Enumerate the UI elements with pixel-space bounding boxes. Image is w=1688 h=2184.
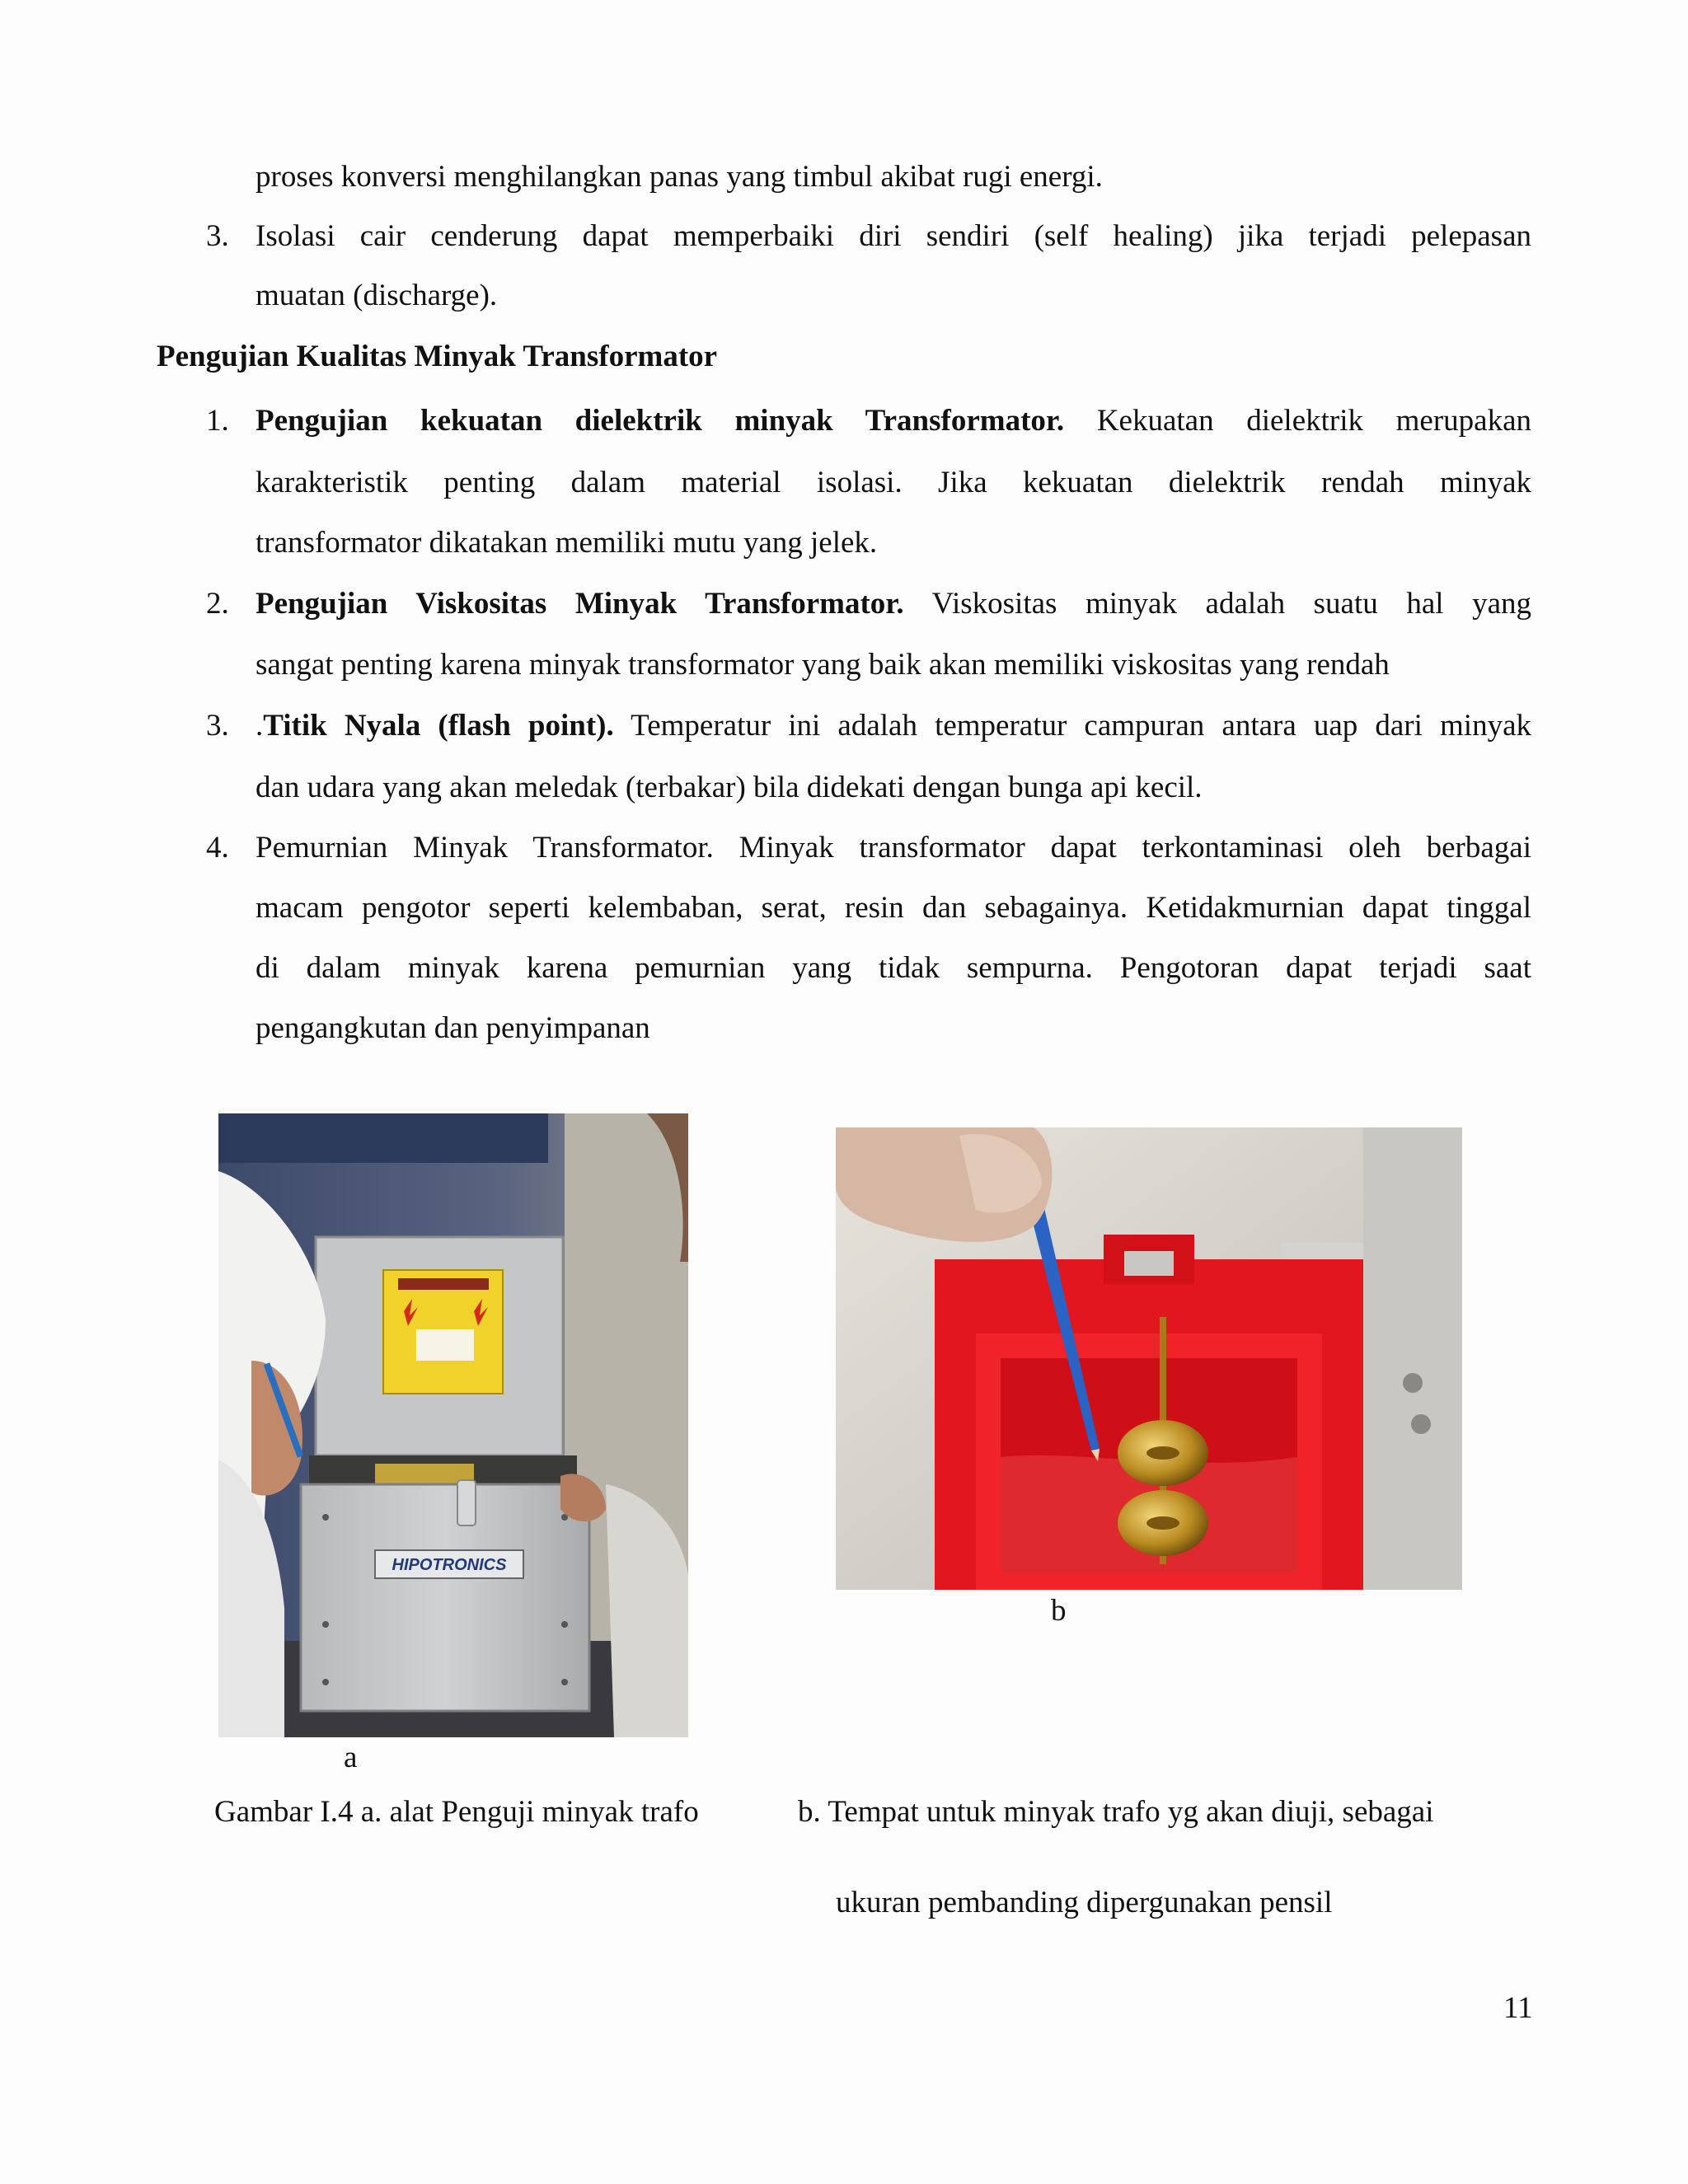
- figure-caption-b: b. Tempat untuk minyak trafo yg akan diuji, sebagai: [798, 1795, 1434, 1829]
- list-item-title: Pengujian Viskositas Minyak Transformator.: [256, 587, 904, 621]
- list-item-text: karakteristik penting dalam material isolasi. Jika kekuatan dielektrik rendah minyak: [256, 466, 1531, 499]
- figure-label-a: a: [344, 1741, 358, 1774]
- list-item-rest: Kekuatan dielektrik merupakan: [1064, 404, 1532, 438]
- section-heading: Pengujian Kualitas Minyak Transformator: [157, 340, 718, 373]
- page-number: 11: [1503, 1991, 1533, 2025]
- list-item-text: Isolasi cair cenderung dapat memperbaiki diri sendiri (self healing) jika terjadi pelepasan: [256, 219, 1531, 253]
- list-number: 1.: [206, 404, 229, 438]
- photo-oil-tester: [218, 1113, 688, 1737]
- list-number: 3.: [206, 219, 229, 253]
- list-item-text: di dalam minyak karena pemurnian yang tidak sempurna. Pengotoran dapat terjadi saat: [256, 951, 1531, 985]
- photo-oil-cup: [836, 1127, 1462, 1590]
- list-item-title: Titik Nyala (flash point).: [263, 709, 614, 743]
- oil-tester-illustration: [218, 1113, 688, 1737]
- list-item-text: Pemurnian Minyak Transformator. Minyak transformator dapat terkontaminasi oleh berbagai: [256, 831, 1531, 865]
- list-item-text: pengangkutan dan penyimpanan: [256, 1011, 650, 1045]
- list-item-text: muatan (discharge).: [256, 279, 498, 312]
- list-item-text: [256, 585, 1531, 623]
- list-number: 3.: [206, 709, 229, 743]
- list-item-text: macam pengotor seperti kelembaban, serat, resin dan sebagainya. Ketidakmurnian dapat tinggal: [256, 891, 1531, 925]
- list-item-text: transformator dikatakan memiliki mutu yang jelek.: [256, 526, 878, 560]
- list-number: 4.: [206, 831, 229, 865]
- brand-label: HIPOTRONICS: [392, 1556, 507, 1574]
- list-item-rest: Viskositas minyak adalah suatu hal yang: [903, 587, 1532, 621]
- list-item-text: [256, 402, 1531, 440]
- list-item-prefix: .: [256, 709, 264, 743]
- figure-caption-a: Gambar I.4 a. alat Penguji minyak trafo: [214, 1795, 699, 1829]
- list-item-text: sangat penting karena minyak transformator yang baik akan memiliki viskositas yang rendah: [256, 648, 1390, 682]
- list-item-title: Pengujian kekuatan dielektrik minyak Transformator.: [256, 404, 1065, 438]
- list-number: 2.: [206, 587, 229, 621]
- paragraph-continuation: proses konversi menghilangkan panas yang timbul akibat rugi energi.: [256, 160, 1103, 194]
- figure-caption-b-continued: ukuran pembanding dipergunakan pensil: [836, 1886, 1333, 1919]
- oil-cup-illustration: [836, 1127, 1462, 1590]
- list-item-rest: Temperatur ini adalah temperatur campuran antara uap dari minyak: [613, 709, 1531, 743]
- figure-label-b: b: [1051, 1594, 1067, 1628]
- list-item-text: [256, 707, 1531, 745]
- list-item-text: dan udara yang akan meledak (terbakar) bila didekati dengan bunga api kecil.: [256, 771, 1203, 804]
